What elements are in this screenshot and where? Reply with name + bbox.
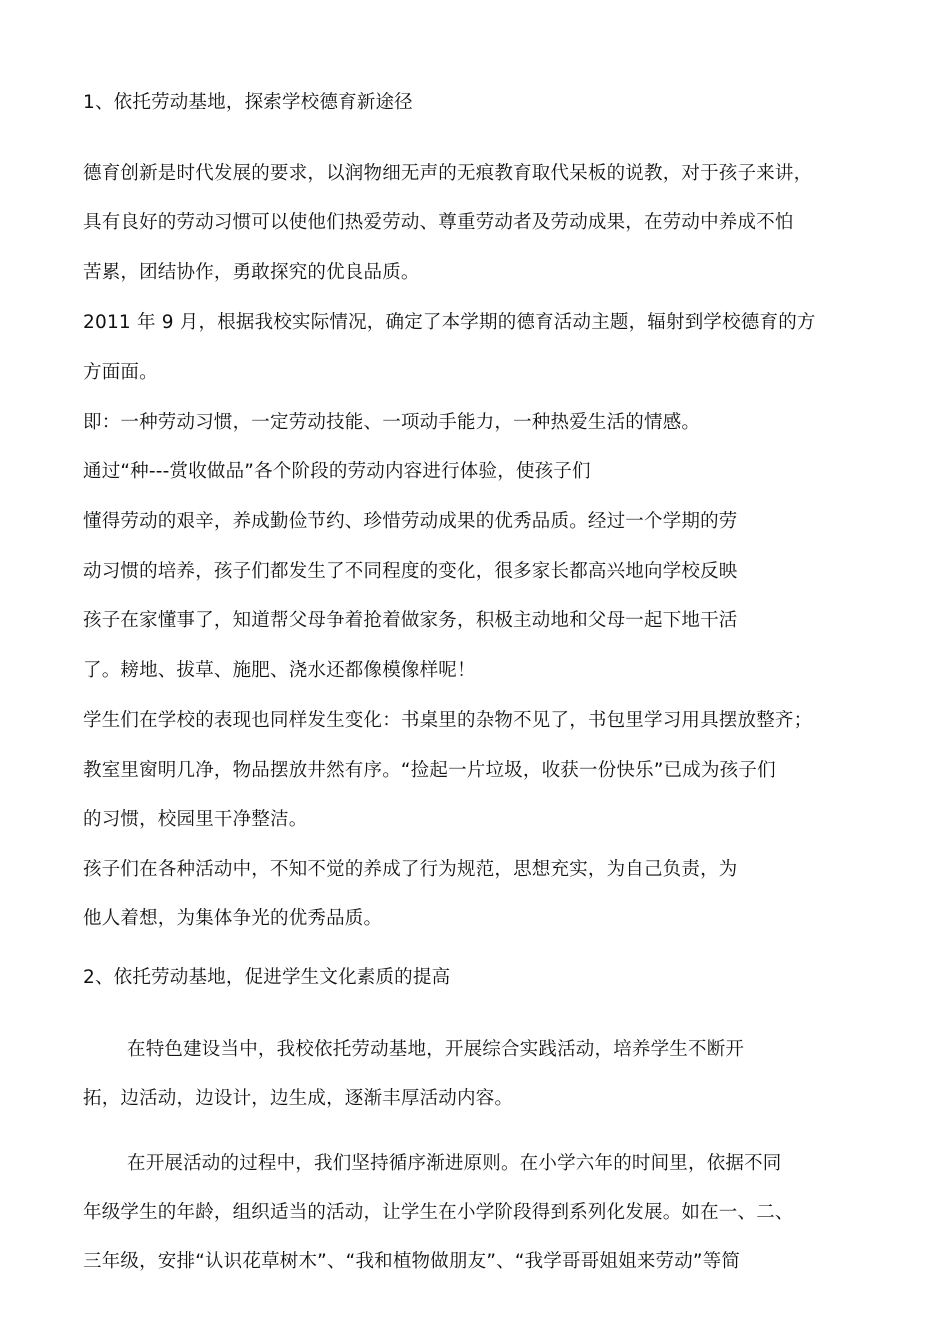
paragraph-line: 学生们在学校的表现也同样发生变化：书桌里的杂物不见了，书包里学习用具摆放整齐； (83, 710, 813, 731)
paragraph-line: 三年级，安排“认识花草树木”、“我和植物做朋友”、“我学哥哥姐姐来劳动”等简 (83, 1251, 741, 1272)
section-heading-2: 2、依托劳动基地，促进学生文化素质的提高 (83, 967, 451, 988)
paragraph-line: 孩子们在各种活动中，不知不觉的养成了行为规范，思想充实，为自己负责，为 (83, 859, 738, 880)
paragraph-line: 具有良好的劳动习惯可以使他们热爱劳动、尊重劳动者及劳动成果，在劳动中养成不怕 (83, 212, 794, 233)
paragraph-line: 德育创新是时代发展的要求，以润物细无声的无痕教育取代呆板的说教，对于孩子来讲， (83, 163, 813, 184)
paragraph-line: 在开展活动的过程中，我们坚持循序渐进原则。在小学六年的时间里，依据不同 (127, 1153, 782, 1174)
section-heading-1: 1、依托劳动基地，探索学校德育新途径 (83, 92, 413, 113)
paragraph-line: 动习惯的培养，孩子们都发生了不同程度的变化，很多家长都高兴地向学校反映 (83, 561, 738, 582)
paragraph-line: 在特色建设当中，我校依托劳动基地，开展综合实践活动，培养学生不断开 (127, 1039, 745, 1060)
paragraph-line: 年级学生的年龄，组织适当的活动，让学生在小学阶段得到系列化发展。如在一、二、 (83, 1202, 794, 1223)
paragraph-line: 即：一种劳动习惯，一定劳动技能、一项动手能力，一种热爱生活的情感。 (83, 412, 701, 433)
paragraph-line: 苦累，团结协作，勇敢探究的优良品质。 (83, 262, 420, 283)
paragraph-line: 通过“种---赏收做品”各个阶段的劳动内容进行体验，使孩子们 (83, 461, 591, 482)
paragraph-line: 的习惯，校园里干净整洁。 (83, 809, 308, 830)
paragraph-line: 2011 年 9 月，根据我校实际情况，确定了本学期的德育活动主题，辐射到学校德育的方 (83, 312, 816, 333)
paragraph-line: 他人着想，为集体争光的优秀品质。 (83, 908, 383, 929)
paragraph-line: 懂得劳动的艰辛，养成勤俭节约、珍惜劳动成果的优秀品质。经过一个学期的劳 (83, 511, 738, 532)
paragraph-line: 拓，边活动，边设计，边生成，逐渐丰厚活动内容。 (83, 1088, 514, 1109)
paragraph-line: 方面面。 (83, 362, 158, 383)
paragraph-line: 了。耪地、拔草、施肥、浇水还都像模像样呢！ (83, 660, 476, 681)
paragraph-line: 教室里窗明几净，物品摆放井然有序。“捡起一片垃圾，收获一份快乐”已成为孩子们 (83, 760, 776, 781)
paragraph-line: 孩子在家懂事了，知道帮父母争着抢着做家务，积极主动地和父母一起下地干活 (83, 610, 738, 631)
